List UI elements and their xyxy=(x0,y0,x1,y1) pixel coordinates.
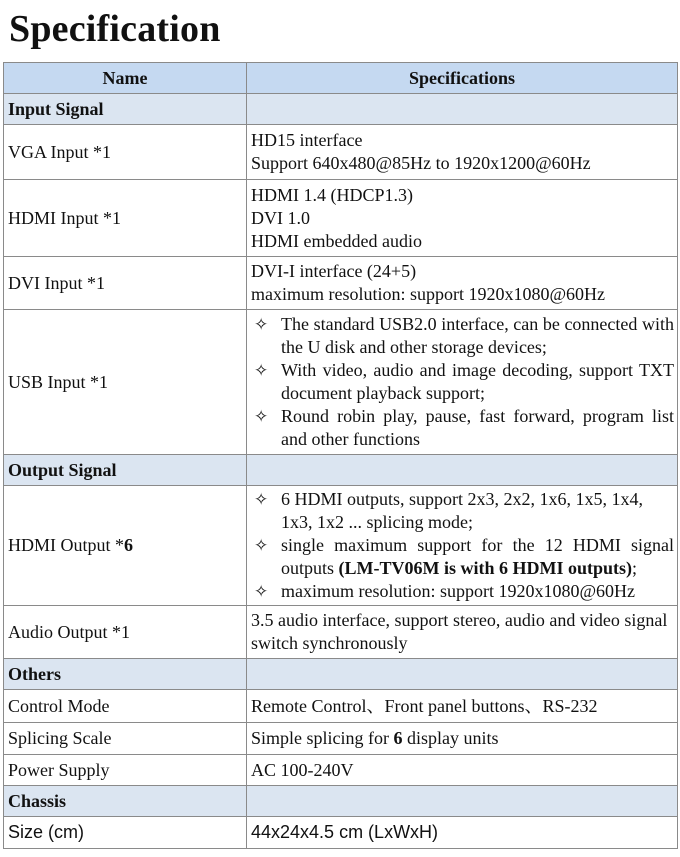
row-name-audio-output: Audio Output *1 xyxy=(4,606,247,659)
spec-line: DVI-I interface (24+5) xyxy=(251,261,417,281)
section-empty-cell xyxy=(247,659,678,690)
hdmi-output-label: HDMI Output * xyxy=(8,535,124,555)
table-row xyxy=(4,180,678,257)
row-name-vga-input: VGA Input *1 xyxy=(4,125,247,180)
bullet-list xyxy=(251,313,677,451)
row-spec-dvi-input xyxy=(247,257,678,310)
table-row xyxy=(4,755,678,786)
list-item xyxy=(251,313,677,359)
table-row xyxy=(4,817,678,849)
spec-line: DVI 1.0 xyxy=(251,207,310,228)
row-spec-splicing-scale xyxy=(247,723,678,755)
specifications-column-header: Specifications xyxy=(247,63,678,94)
list-item-emphasis: (LM-TV06M is with 6 HDMI outputs) xyxy=(338,558,633,578)
hdmi-output-count: 6 xyxy=(124,535,133,555)
table-header-row xyxy=(4,63,678,94)
section-label: Input Signal xyxy=(4,94,247,125)
row-name-hdmi-output xyxy=(4,486,247,606)
section-label: Others xyxy=(4,659,247,690)
bullet-icon: ✧ xyxy=(254,582,269,601)
bullet-icon: ✧ xyxy=(254,536,269,555)
row-name-splicing-scale: Splicing Scale xyxy=(4,723,247,755)
row-spec-power-supply: AC 100-240V xyxy=(247,755,678,786)
bullet-icon: ✧ xyxy=(254,315,269,334)
section-empty-cell xyxy=(247,455,678,486)
list-item-text: Round robin play, pause, fast forward, program list and other functions xyxy=(281,406,674,449)
bullet-icon: ✧ xyxy=(254,361,269,380)
section-row-output-signal xyxy=(4,455,678,486)
bullet-icon: ✧ xyxy=(254,490,269,509)
row-spec-hdmi-output xyxy=(247,486,678,606)
list-item-text: The standard USB2.0 interface, can be connected with the U disk and other storage devices; xyxy=(281,314,674,357)
spec-line: HDMI 1.4 (HDCP1.3) xyxy=(251,184,413,205)
list-item xyxy=(251,405,677,451)
table-row xyxy=(4,606,678,659)
splicing-text-prefix: Simple splicing for xyxy=(251,728,394,748)
section-label: Output Signal xyxy=(4,455,247,486)
list-item xyxy=(251,580,677,603)
row-name-dvi-input: DVI Input *1 xyxy=(4,257,247,310)
list-item xyxy=(251,359,677,405)
splicing-text-suffix: display units xyxy=(402,728,499,748)
row-spec-usb-input xyxy=(247,310,678,455)
specification-table xyxy=(3,62,678,849)
spec-line: Support 640x480@85Hz to 1920x1200@60Hz xyxy=(251,153,591,173)
section-label: Chassis xyxy=(4,786,247,817)
row-spec-vga-input xyxy=(247,125,678,180)
section-empty-cell xyxy=(247,94,678,125)
section-row-others xyxy=(4,659,678,690)
table-row xyxy=(4,690,678,723)
table-row xyxy=(4,125,678,180)
row-spec-audio-output: 3.5 audio interface, support stereo, audio and video signal switch synchronously xyxy=(247,606,678,659)
section-row-chassis xyxy=(4,786,678,817)
row-name-control-mode: Control Mode xyxy=(4,690,247,723)
spec-line: HD15 interface xyxy=(251,130,363,150)
bullet-icon: ✧ xyxy=(254,407,269,426)
row-name-power-supply: Power Supply xyxy=(4,755,247,786)
table-row xyxy=(4,486,678,606)
list-item xyxy=(251,488,677,534)
row-name-size: Size (cm) xyxy=(4,817,247,849)
table-row xyxy=(4,257,678,310)
spec-line: maximum resolution: support 1920x1080@60Hz xyxy=(251,284,606,304)
row-name-usb-input: USB Input *1 xyxy=(4,310,247,455)
table-row xyxy=(4,310,678,455)
list-item-text: single maximum support for the 12 HDMI signal outputs xyxy=(281,535,674,578)
row-name-hdmi-input: HDMI Input *1 xyxy=(4,180,247,257)
row-spec-size: 44x24x4.5 cm (LxWxH) xyxy=(247,817,678,849)
bullet-list xyxy=(251,488,677,603)
name-column-header: Name xyxy=(4,63,247,94)
section-row-input-signal xyxy=(4,94,678,125)
splicing-count: 6 xyxy=(393,728,403,748)
spec-line: HDMI embedded audio xyxy=(251,230,422,251)
page-title: Specification xyxy=(9,8,221,50)
list-item-text: With video, audio and image decoding, support TXT document playback support; xyxy=(281,360,674,403)
section-empty-cell xyxy=(247,786,678,817)
row-spec-control-mode: Remote Control、Front panel buttons、RS-232 xyxy=(247,690,678,723)
table-row xyxy=(4,723,678,755)
list-item-text: maximum resolution: support 1920x1080@60Hz xyxy=(281,581,636,601)
list-item-text: 6 HDMI outputs, support 2x3, 2x2, 1x6, 1x5, 1x4, 1x3, 1x2 ... splicing mode; xyxy=(281,489,644,532)
list-item xyxy=(251,534,677,580)
row-spec-hdmi-input xyxy=(247,180,678,257)
list-item-text-suffix: ; xyxy=(632,558,638,578)
